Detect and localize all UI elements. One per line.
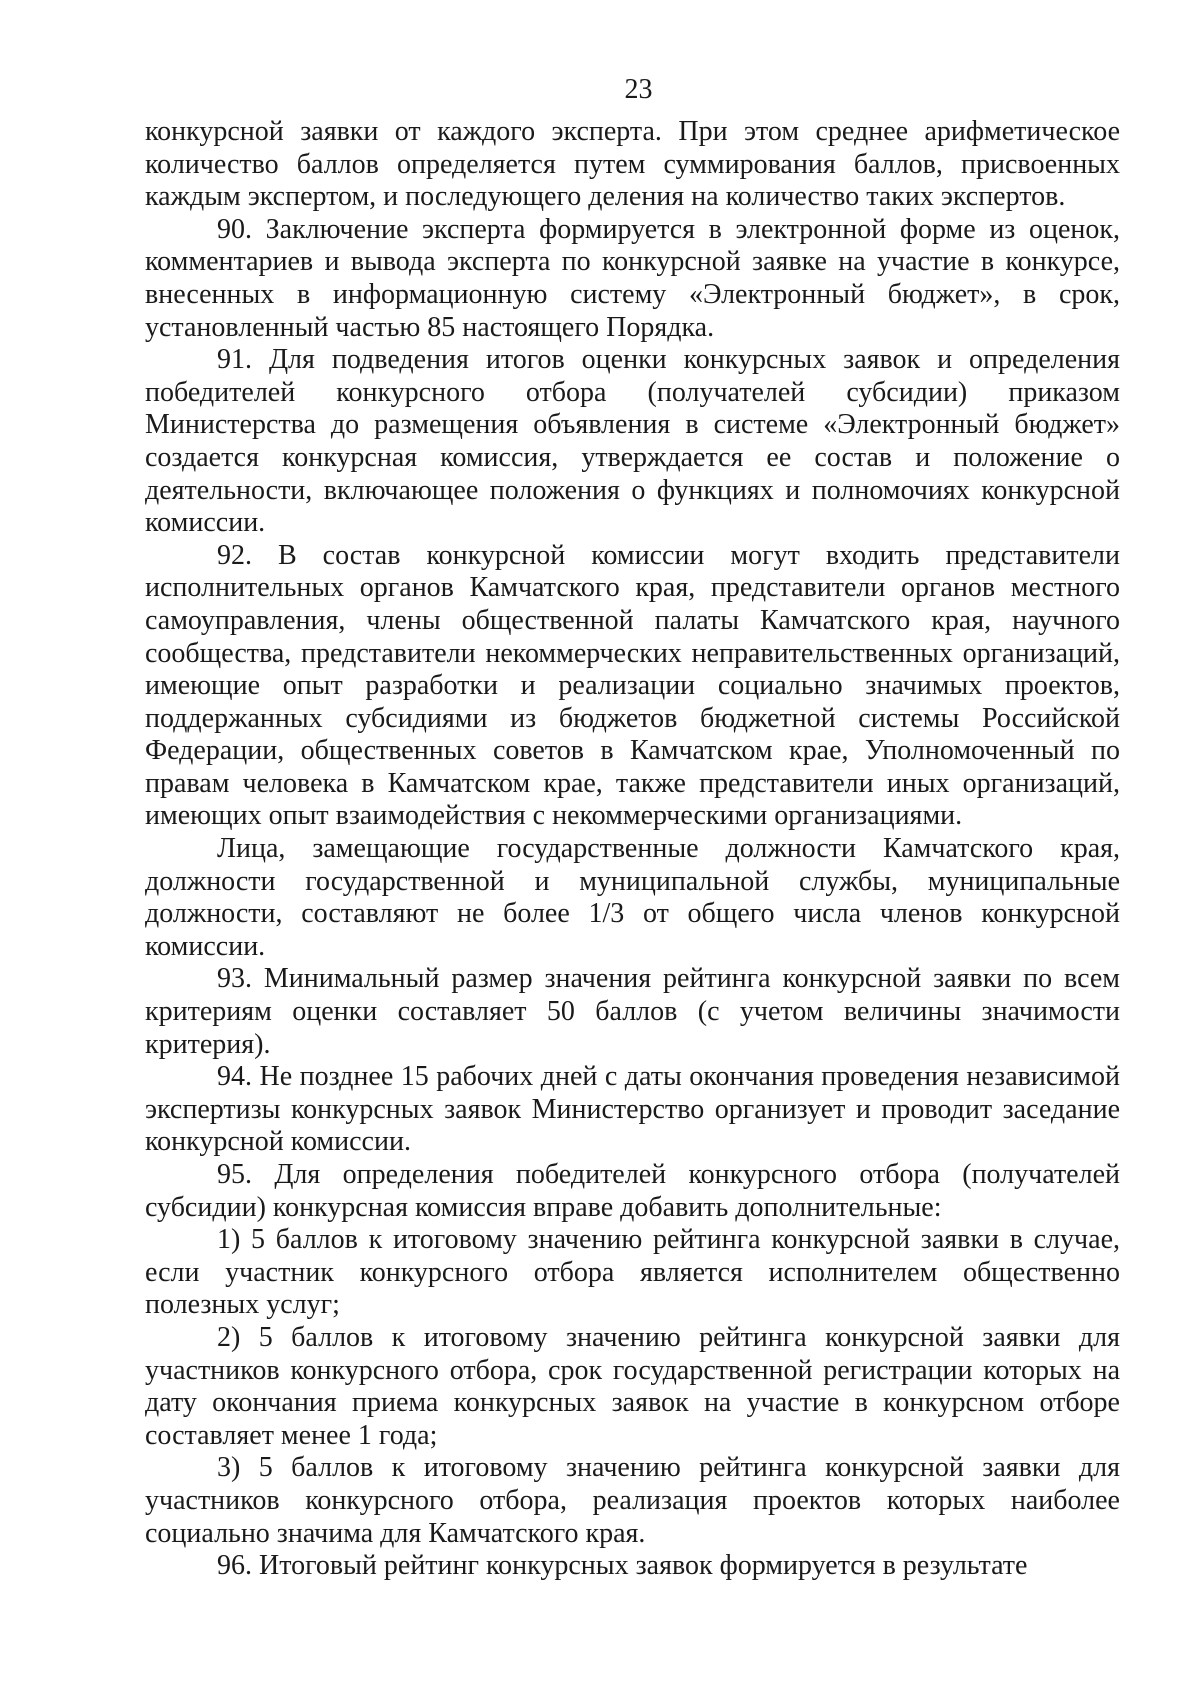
paragraph-92: 92. В состав конкурсной комиссии могут входить представители исполнительных органов Камчатского края, представители органов местного самоуправления, члены общественной палаты Камчатского края, научного сообщества, представители некоммерческих неправительственных организаций, имеющие опыт разработки и реализации социально значимых проектов, поддержанных субсидиями из бюджетов бюджетной системы Российской Федерации, общественных советов в Камчатском крае, Уполномоченный по правам человека в Камчатском крае, также представители иных организаций, имеющих опыт взаимодействия с некоммерческими организациями. [145,539,1120,832]
paragraph-92-officials: Лица, замещающие государственные должности Камчатского края, должности государственной и муниципальной службы, муниципальные должности, составляют не более 1/3 от общего числа членов конкурсной комиссии. [145,833,1120,962]
page-number: 23 [624,74,653,105]
paragraph-90: 90. Заключение эксперта формируется в электронной форме из оценок, комментариев и вывода эксперта по конкурсной заявке на участие в конкурсе, внесенных в информационную систему «Электронный бюджет», в срок, установленный частью 85 настоящего Порядка. [145,213,1120,343]
paragraph-94: 94. Не позднее 15 рабочих дней с даты окончания проведения независимой экспертизы конкурсных заявок Министерство организует и проводит заседание конкурсной комиссии. [145,1061,1120,1158]
paragraph-95-item-3: 3) 5 баллов к итоговому значению рейтинга конкурсной заявки для участников конкурсного отбора, реализация проектов которых наиболее социально значима для Камчатского края. [145,1452,1120,1549]
paragraph-93: 93. Минимальный размер значения рейтинга конкурсной заявки по всем критериям оценки составляет 50 баллов (с учетом величины значимости критерия). [145,963,1120,1060]
document-page [145,72,1120,1583]
paragraph-96: 96. Итоговый рейтинг конкурсных заявок формируется в результате [217,1550,1028,1582]
paragraph-95: 95. Для определения победителей конкурсного отбора (получателей субсидии) конкурсная комиссия вправе добавить дополнительные: [145,1159,1120,1223]
paragraph-95-item-2: 2) 5 баллов к итоговому значению рейтинга конкурсной заявки для участников конкурсного отбора, срок государственной регистрации которых на дату окончания приема конкурсных заявок на участие в конкурсном отборе составляет менее 1 года; [145,1321,1120,1451]
paragraph-91: 91. Для подведения итогов оценки конкурсных заявок и определения победителей конкурсного отбора (получателей субсидии) приказом Министерства до размещения объявления в системе «Электронный бюджет» создается конкурсная комиссия, утверждается ее состав и положение о деятельности, включающее положения о функциях и полномочиях конкурсной комиссии. [145,344,1120,539]
paragraph-95-item-1: 1) 5 баллов к итоговому значению рейтинга конкурсной заявки в случае, если участник конкурсного отбора является исполнителем общественно полезных услуг; [145,1224,1120,1321]
paragraph-continuation: конкурсной заявки от каждого эксперта. При этом среднее арифметическое количество баллов определяется путем суммирования баллов, присвоенных каждым экспертом, и последующего деления на количество таких экспертов. [145,116,1120,213]
